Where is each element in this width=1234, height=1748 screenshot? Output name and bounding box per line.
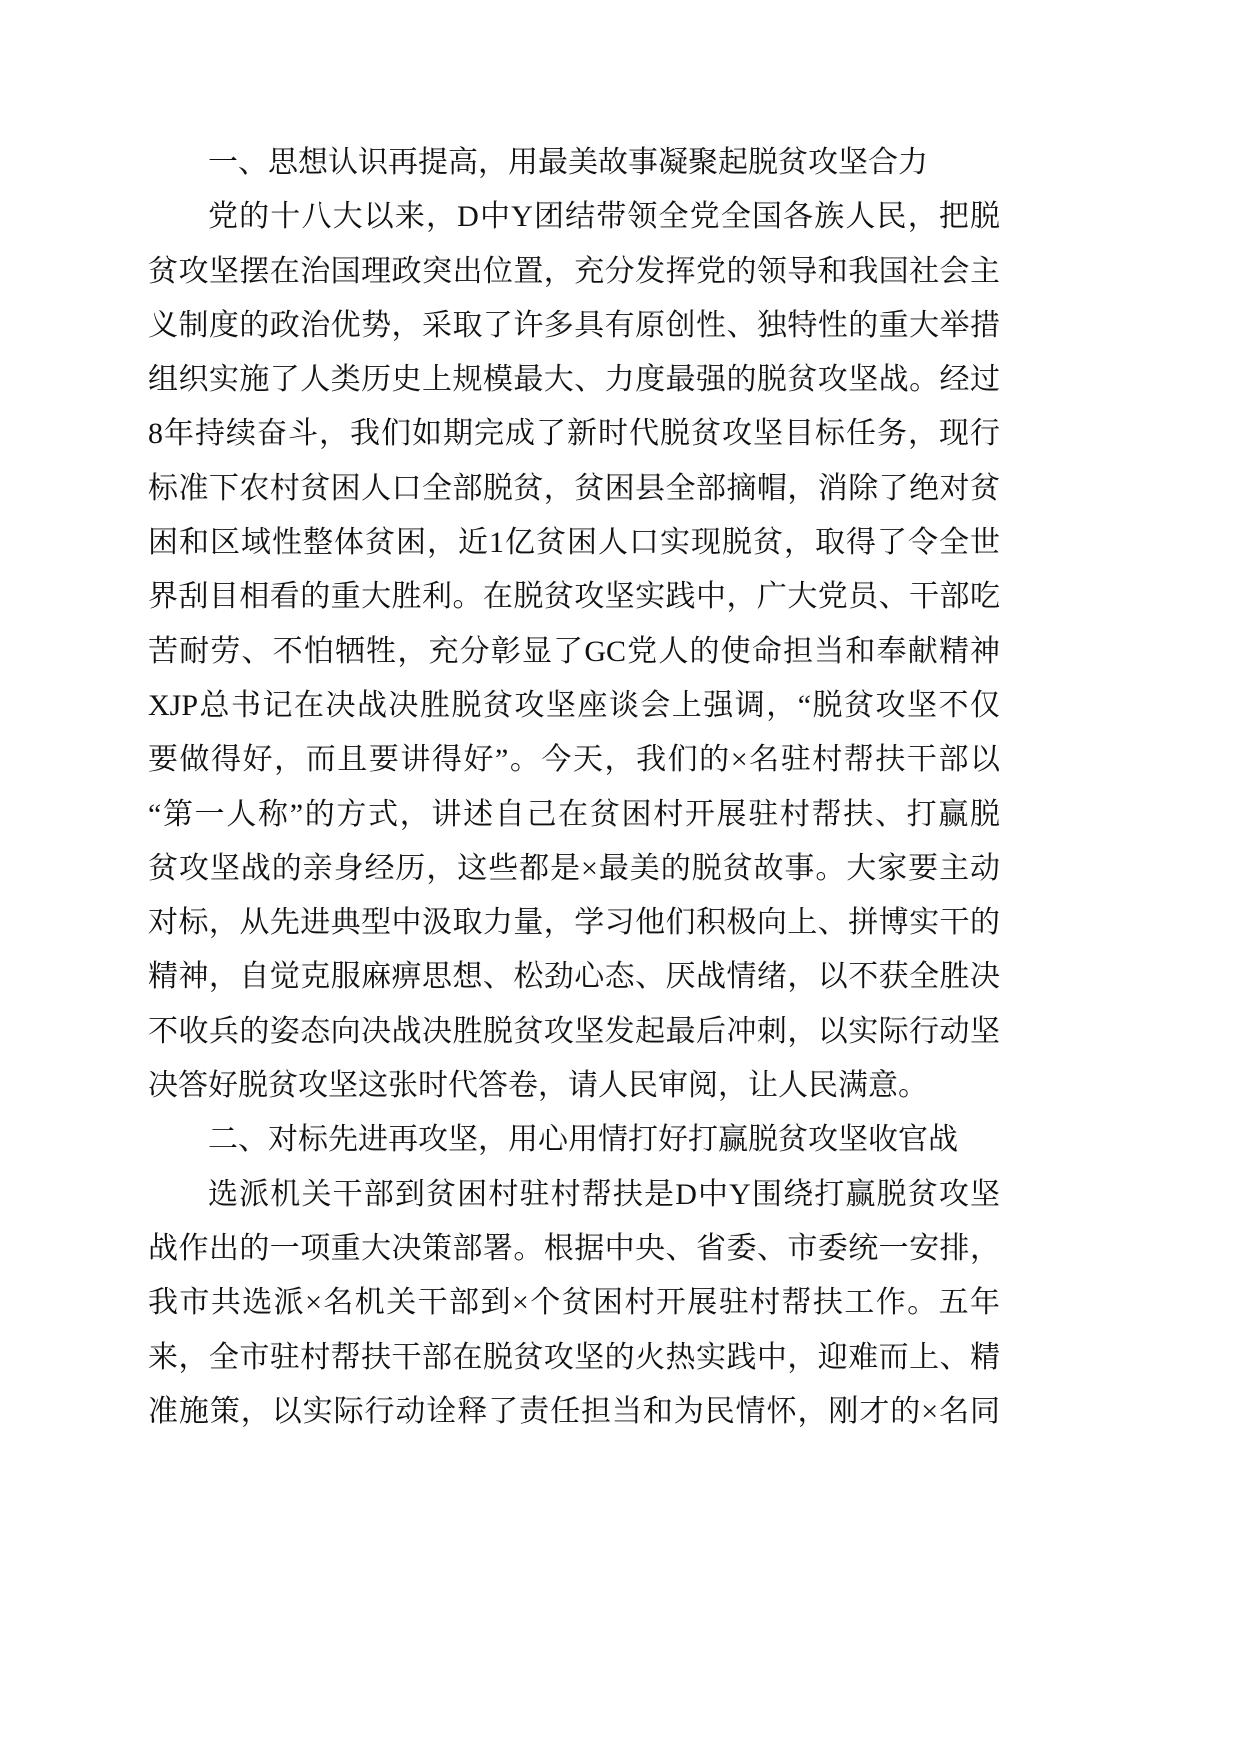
paragraph-line: 对标，从先进典型中汲取力量，学习他们积极向上、拼博实干的 bbox=[148, 906, 1000, 940]
section-heading: 二、对标先进再攻坚，用心用情打好打赢脱贫攻坚收官战 bbox=[208, 1123, 958, 1157]
paragraph-line: 8年持续奋斗，我们如期完成了新时代脱贫攻坚目标任务，现行 bbox=[148, 417, 1000, 451]
paragraph-line: 来，全市驻村帮扶干部在脱贫攻坚的火热实践中，迎难而上、精 bbox=[148, 1340, 1000, 1374]
paragraph-line: 我市共选派×名机关干部到×个贫困村开展驻村帮扶工作。五年 bbox=[148, 1286, 1000, 1320]
paragraph-line: 要做得好，而且要讲得好”。今天，我们的×名驻村帮扶干部以 bbox=[148, 743, 1000, 777]
paragraph-line: 标准下农村贫困人口全部脱贫，贫困县全部摘帽，消除了绝对贫 bbox=[148, 471, 1000, 505]
paragraph-line: 准施策，以实际行动诠释了责任担当和为民情怀，刚才的×名同 bbox=[148, 1394, 1000, 1428]
paragraph-line: 战作出的一项重大决策部署。根据中央、省委、市委统一安排， bbox=[148, 1231, 1000, 1265]
paragraph-line: 决答好脱贫攻坚这张时代答卷，请人民审阅，让人民满意。 bbox=[148, 1069, 928, 1103]
paragraph-line: XJP总书记在决战决胜脱贫攻坚座谈会上强调，“脱贫攻坚不仅 bbox=[148, 688, 1000, 722]
paragraph-line: 苦耐劳、不怕牺牲，充分彰显了GC党人的使命担当和奉献精神 bbox=[148, 634, 1000, 668]
document-page bbox=[148, 136, 1000, 1439]
section-heading: 一、思想认识再提高，用最美故事凝聚起脱贫攻坚合力 bbox=[208, 146, 928, 179]
paragraph-line: 组织实施了人类历史上规模最大、力度最强的脱贫攻坚战。经过 bbox=[148, 363, 1000, 397]
paragraph-line: 贫攻坚摆在治国理政突出位置，充分发挥党的领导和我国社会主 bbox=[148, 254, 1000, 288]
paragraph-line: 不收兵的姿态向决战决胜脱贫攻坚发起最后冲刺，以实际行动坚 bbox=[148, 1014, 1000, 1048]
paragraph-line: 界刮目相看的重大胜利。在脱贫攻坚实践中，广大党员、干部吃 bbox=[148, 580, 1000, 614]
paragraph-line: 党的十八大以来，D中Y团结带领全党全国各族人民，把脱 bbox=[208, 200, 1000, 234]
paragraph-line: 精神，自觉克服麻痹思想、松劲心态、厌战情绪，以不获全胜决 bbox=[148, 960, 1000, 994]
paragraph-line: 贫攻坚战的亲身经历，这些都是×最美的脱贫故事。大家要主动 bbox=[148, 851, 1000, 885]
paragraph-line: 义制度的政治优势，采取了许多具有原创性、独特性的重大举措 bbox=[148, 308, 1000, 342]
paragraph-line: 选派机关干部到贫困村驻村帮扶是D中Y围绕打赢脱贫攻坚 bbox=[208, 1177, 1000, 1211]
paragraph-line: 困和区域性整体贫困，近1亿贫困人口实现脱贫，取得了令全世 bbox=[148, 526, 1000, 560]
paragraph-line: “第一人称”的方式，讲述自己在贫困村开展驻村帮扶、打赢脱 bbox=[148, 797, 1000, 831]
